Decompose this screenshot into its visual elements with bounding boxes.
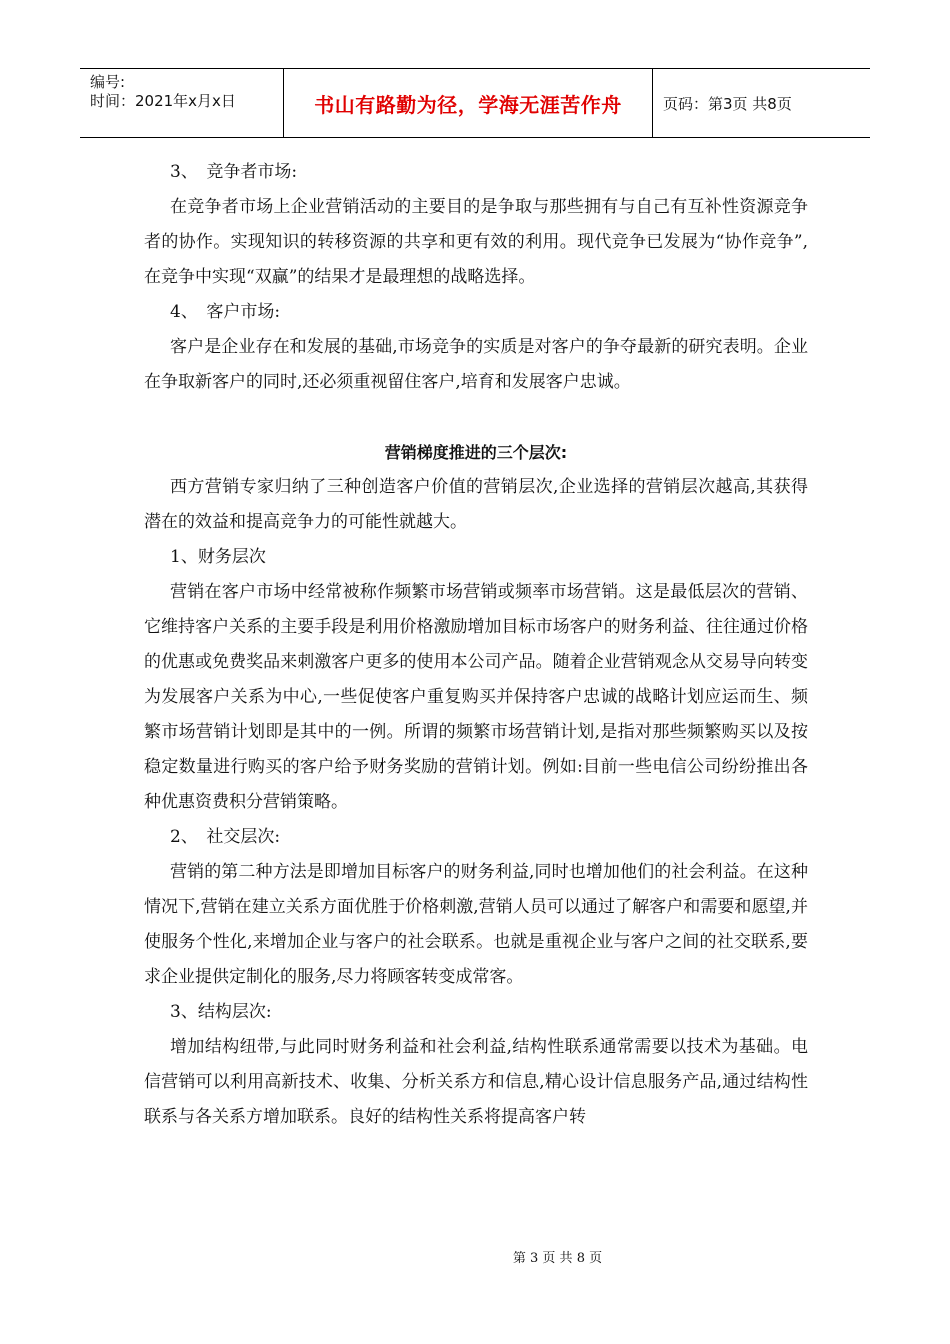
header-page-info: 页码：第3页 共8页: [663, 94, 792, 113]
section-title-customer-market: 4、 客户市场:: [170, 302, 281, 322]
document-header: [80, 68, 870, 138]
document-time-label: 时间：2021年x月x日: [90, 92, 236, 110]
document-number-label: 编号:: [90, 73, 126, 91]
page-footer: 第 3 页 共 8 页: [512, 1251, 603, 1266]
paragraph: 在竞争者市场上企业营销活动的主要目的是争取与那些拥有与自己有互补性资源竞争者的协作。实现知识的转移资源的共享和更有效的利用。现代竞争已发展为“协作竞争”,在竞争中实现“双赢”的结果才是最理想的战略选择。: [144, 197, 808, 287]
header-divider: [652, 69, 653, 137]
section-title-social-level: 2、 社交层次:: [170, 827, 281, 847]
paragraph: 营销在客户市场中经常被称作频繁市场营销或频率市场营销。这是最低层次的营销、它维持客户关系的主要手段是利用价格激励增加目标市场客户的财务利益、往往通过价格的优惠或免费奖品来刺激客户更多的使用本公司产品。随着企业营销观念从交易导向转变为发展客户关系为中心,一些促使客户重复购买并保持客户忠诚的战略计划应运而生、频繁市场营销计划即是其中的一例。所谓的频繁市场营销计划,是指对那些频繁购买以及按稳定数量进行购买的客户给予财务奖励的营销计划。例如:目前一些电信公司纷纷推出各种优惠资费积分营销策略。: [144, 582, 808, 812]
paragraph: 营销的第二种方法是即增加目标客户的财务利益,同时也增加他们的社会利益。在这种情况下,营销在建立关系方面优胜于价格刺激,营销人员可以通过了解客户和需要和愿望,并使服务个性化,来增加企业与客户的社会联系。也就是重视企业与客户之间的社交联系,要求企业提供定制化的服务,尽力将顾客转变成常客。: [144, 862, 808, 987]
paragraph: 增加结构纽带,与此同时财务利益和社会利益,结构性联系通常需要以技术为基础。电信营销可以利用高新技术、收集、分析关系方和信息,精心设计信息服务产品,通过结构性联系与各关系方增加联系。良好的结构性关系将提高客户转: [144, 1037, 808, 1127]
section-title-structural-level: 3、结构层次:: [170, 1002, 272, 1022]
section-heading: 营销梯度推进的三个层次:: [384, 443, 568, 462]
section-title-competitor-market: 3、 竞争者市场:: [170, 162, 298, 182]
header-meta-cell: [80, 69, 283, 137]
section-title-financial-level: 1、财务层次: [170, 547, 266, 567]
paragraph: 客户是企业存在和发展的基础,市场竞争的实质是对客户的争夺最新的研究表明。企业在争取新客户的同时,还必须重视留住客户,培育和发展客户忠诚。: [144, 337, 808, 392]
paragraph: 西方营销专家归纳了三种创造客户价值的营销层次,企业选择的营销层次越高,其获得潜在的效益和提高竞争力的可能性就越大。: [144, 477, 808, 532]
document-body: [144, 155, 808, 1135]
header-motto: 书山有路勤为径，学海无涯苦作舟: [314, 92, 622, 117]
